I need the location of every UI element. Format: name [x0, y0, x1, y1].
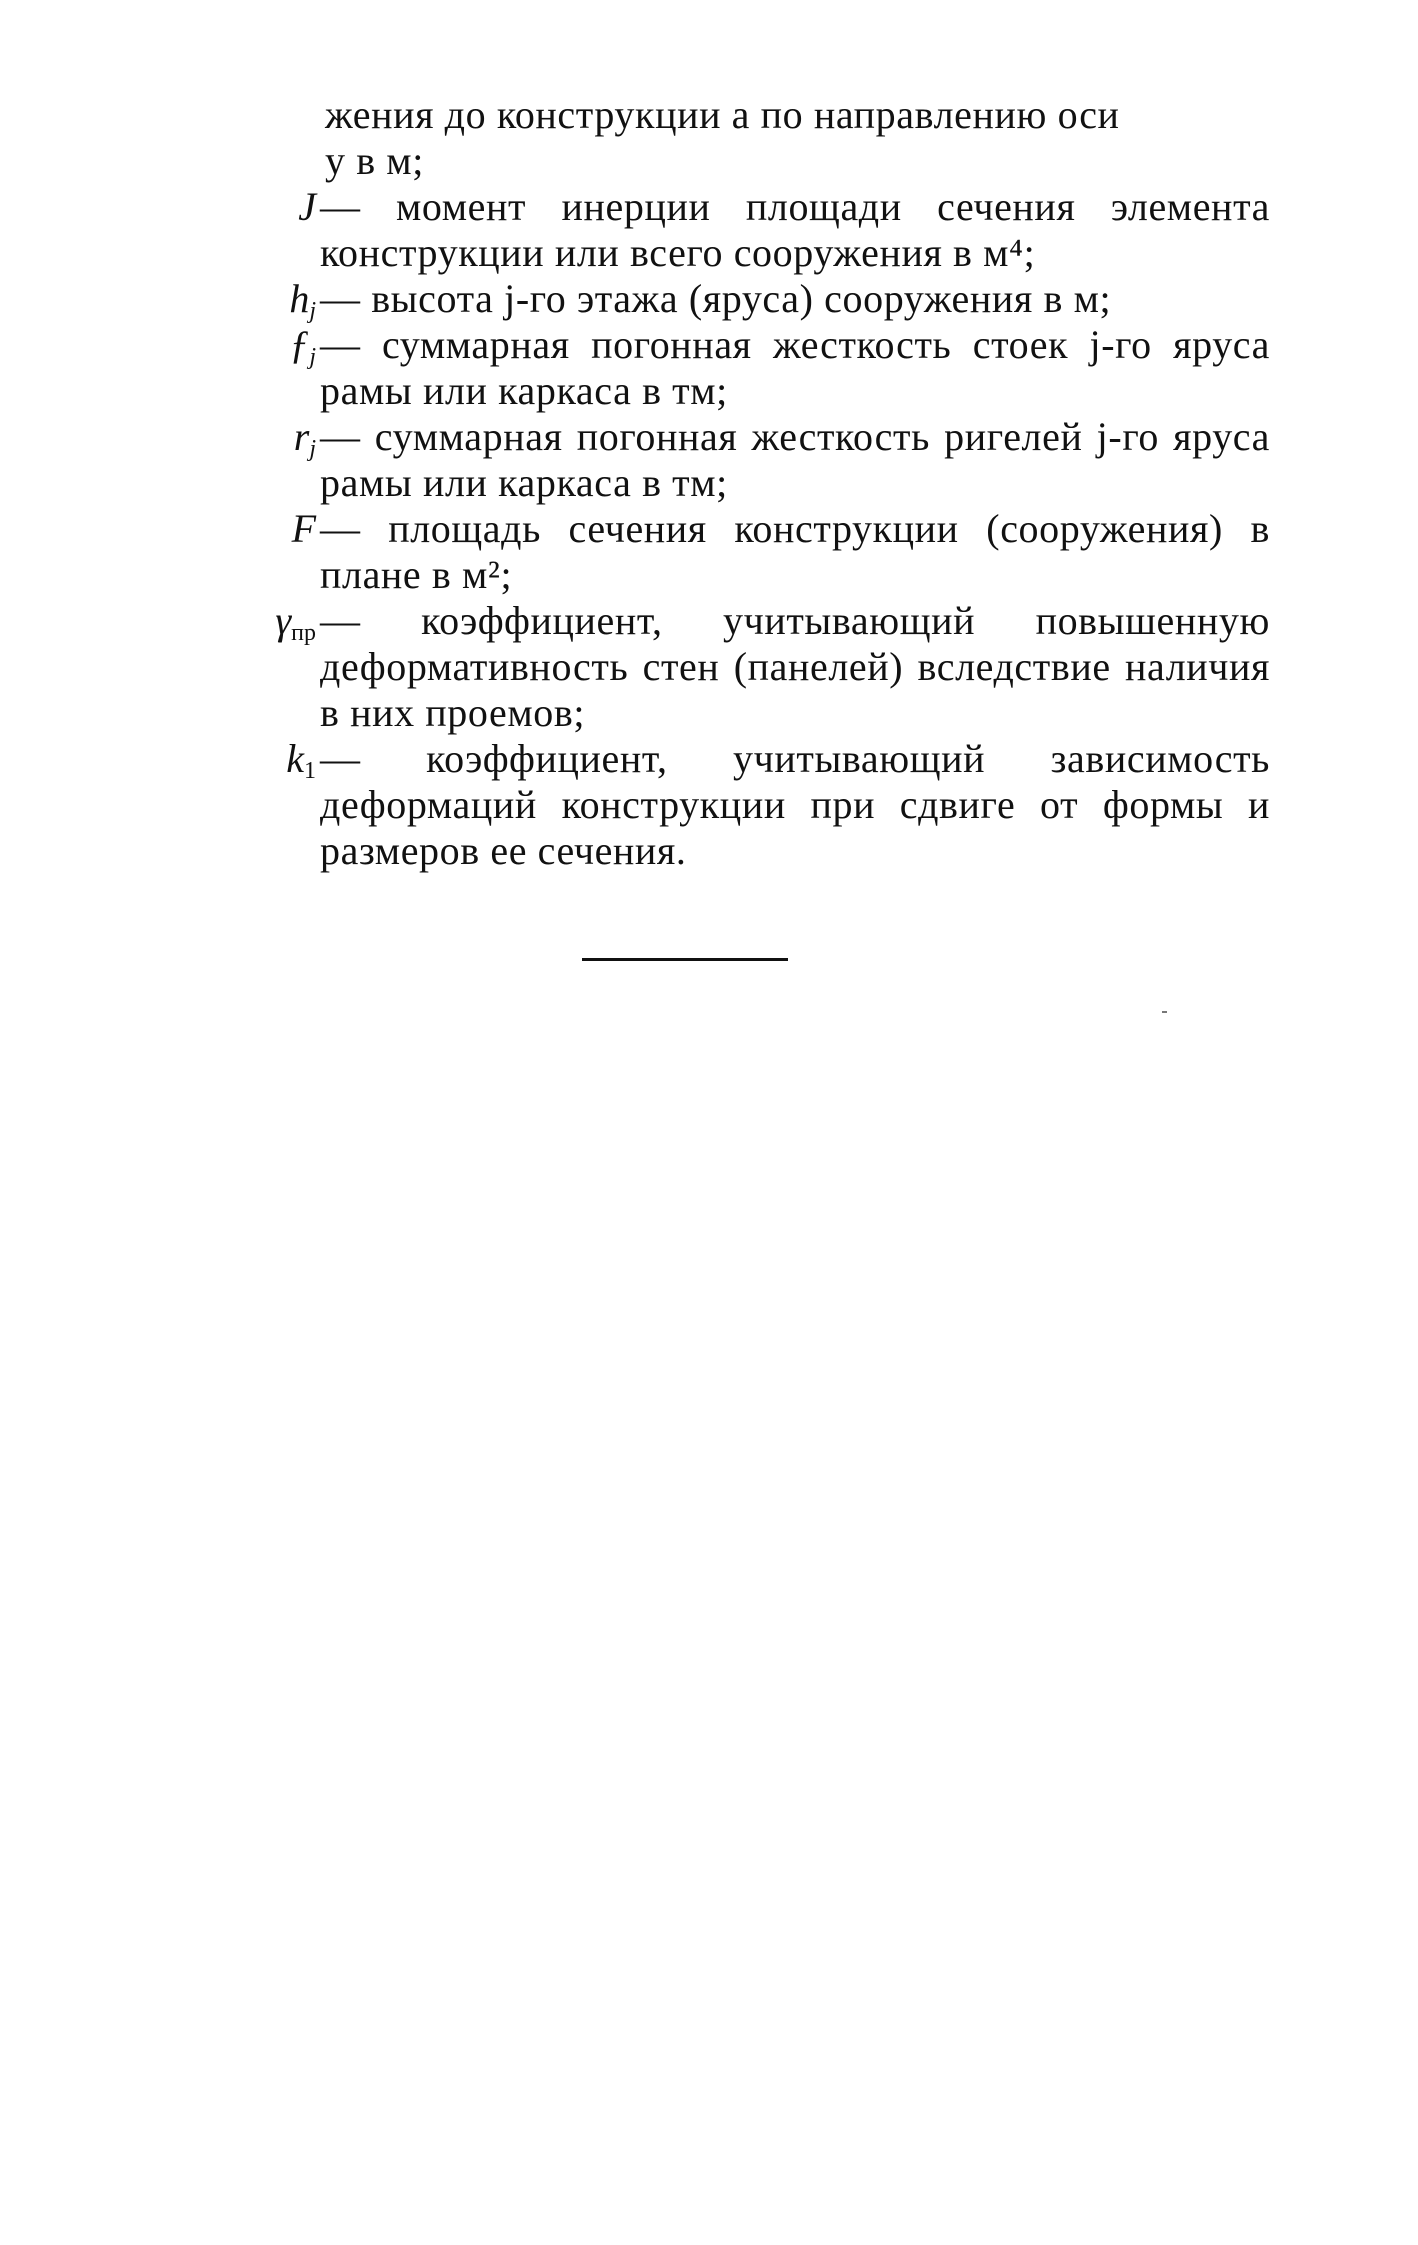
symbol-letter: k — [286, 736, 304, 781]
symbol-letter: h — [289, 276, 310, 321]
symbol-subscript: j — [309, 344, 316, 370]
legend-entry-hj — [190, 276, 1270, 322]
symbol-subscript: пр — [291, 620, 316, 646]
symbol-legend — [190, 92, 1270, 874]
symbol-letter: J — [298, 184, 316, 229]
definition-fj: — суммарная погонная жесткость стоек j-го яруса рамы или каркаса в тм; — [320, 322, 1270, 413]
symbol-letter: ƒ — [289, 322, 310, 367]
symbol-hj — [190, 276, 320, 322]
definition-gamma: — коэффициент, учитывающий повышенную деформативность стен (панелей) вследствие наличия в них проемов; — [320, 598, 1270, 735]
legend-entry-rj — [190, 414, 1270, 506]
legend-continuation — [190, 92, 1270, 138]
continuation-line-1: жения до конструкции a по направлению оси — [325, 92, 1120, 137]
legend-entry-k1 — [190, 736, 1270, 874]
symbol-letter: r — [293, 414, 310, 459]
definition-hj: — высота j-го этажа (яруса) сооружения в м; — [320, 276, 1112, 321]
section-end-rule — [582, 958, 788, 961]
symbol-F — [190, 506, 320, 552]
continuation-line-2: y в м; — [325, 138, 424, 183]
symbol-gamma — [190, 598, 320, 644]
symbol-rj — [190, 414, 320, 460]
definition-k1: — коэффициент, учитывающий зависимость деформаций конструкции при сдвиге от формы и размеров ее сечения. — [320, 736, 1270, 873]
legend-entry-gamma — [190, 598, 1270, 736]
symbol-fj — [190, 322, 320, 368]
symbol-subscript: 1 — [304, 758, 316, 784]
symbol-subscript: j — [309, 436, 316, 462]
symbol-letter: γ — [275, 598, 292, 643]
symbol-J — [190, 184, 320, 230]
legend-continuation-2 — [190, 138, 1270, 184]
legend-entry-F — [190, 506, 1270, 598]
legend-entry-J — [190, 184, 1270, 276]
symbol-letter: F — [291, 506, 316, 551]
symbol-subscript: j — [309, 298, 316, 324]
legend-entry-fj — [190, 322, 1270, 414]
definition-J: — момент инерции площади сечения элемента конструкции или всего сооружения в м⁴; — [320, 184, 1270, 275]
symbol-k1 — [190, 736, 320, 782]
definition-F: — площадь сечения конструкции (сооружения) в плане в м²; — [320, 506, 1270, 597]
definition-rj: — суммарная погонная жесткость ригелей j-го яруса рамы или каркаса в тм; — [320, 414, 1270, 505]
scan-speck — [1162, 1011, 1167, 1013]
